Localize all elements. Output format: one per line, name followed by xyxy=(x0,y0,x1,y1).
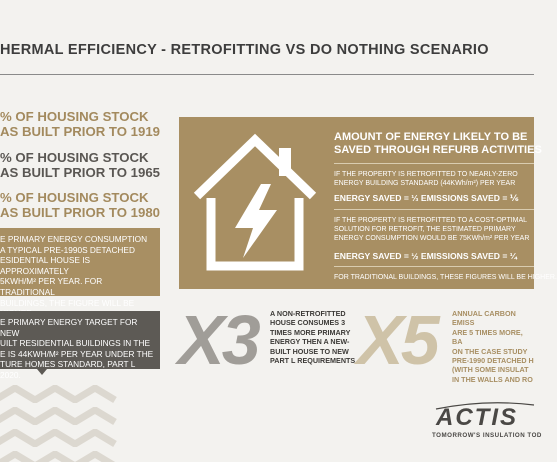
nz-text xyxy=(334,170,518,188)
brand-tagline: TOMORROW'S INSULATION TOD xyxy=(432,432,542,439)
box-line: A TYPICAL PRE-1990S DETACHED xyxy=(0,244,135,255)
box-pointer-icon xyxy=(37,369,47,375)
logo-swoosh-icon xyxy=(436,402,534,410)
x3-description xyxy=(270,309,357,365)
desc-line: HOUSE CONSUMES 3 xyxy=(270,318,346,328)
box-line: E IS 44KWH/M² PER YEAR UNDER THE xyxy=(0,348,154,359)
actis-logo: ACTIS xyxy=(436,404,518,431)
page-title: HERMAL EFFICIENCY - RETROFITTING VS DO NOTHING SCENARIO xyxy=(0,42,489,58)
stat-1980 xyxy=(0,190,160,220)
panel-divider xyxy=(334,209,534,210)
panel-text-line: ENERGY BUILDING STANDARD (44KWh/m²) PER YEAR xyxy=(334,180,516,187)
desc-line: (WITH SOME INSULAT xyxy=(452,365,529,375)
title-divider xyxy=(0,74,534,75)
primary-energy-box xyxy=(0,228,160,308)
desc-line: ON THE CASE STUDY xyxy=(452,346,528,356)
panel-text-line: IF THE PROPERTY IS RETROFITTED TO A COST-OPTIMAL xyxy=(334,217,528,224)
panel-heading-line: AMOUNT OF ENERGY LIKELY TO BE xyxy=(334,131,528,143)
panel-heading xyxy=(334,131,542,157)
box-line: ESIDENTIAL HOUSE IS APPROXIMATELY xyxy=(0,255,91,276)
panel-divider xyxy=(334,163,534,164)
desc-line: ARE 5 TIMES MORE, BA xyxy=(452,327,523,347)
desc-line: ANNUAL CARBON EMISS xyxy=(452,309,516,328)
desc-line: PRE-1990 DETACHED H xyxy=(452,356,534,366)
x5-figure: X5 xyxy=(357,301,437,379)
panel-text-line: IF THE PROPERTY IS RETROFITTED TO NEARLY-ZERO xyxy=(334,171,518,178)
energy-target-box xyxy=(0,311,160,380)
x5-description xyxy=(452,309,534,384)
panel-footer: FOR TRADITIONAL BUILDINGS, THESE FIGURES WILL BE HIGHER. xyxy=(334,274,557,281)
tyre-tread-pattern xyxy=(0,380,130,462)
stat-line: AS BUILT PRIOR TO 1980 xyxy=(0,205,160,220)
desc-line: TIMES MORE PRIMARY xyxy=(270,327,351,337)
co-saved: ENERGY SAVED = ½ EMISSIONS SAVED = ¼ xyxy=(334,251,517,261)
panel-heading-line: SAVED THROUGH REFURB ACTIVITIES xyxy=(334,144,542,156)
stat-line: % OF HOUSING STOCK xyxy=(0,109,149,124)
stat-line: % OF HOUSING STOCK xyxy=(0,190,149,205)
desc-line: IN THE WALLS AND RO xyxy=(452,374,533,384)
box-line: BUILDINGS, THE FIGURE WILL BE xyxy=(0,297,135,308)
box-line: E PRIMARY ENERGY TARGET FOR NEW xyxy=(0,317,138,338)
desc-line: A NON-RETROFITTED xyxy=(270,309,346,318)
desc-line: BUILT HOUSE TO NEW xyxy=(270,346,349,356)
panel-text-line: ENERGY CONSUMPTION WOULD BE 75KWh/m² PER YEAR xyxy=(334,235,530,242)
house-lightning-icon xyxy=(189,126,321,276)
box-line: TURE HOMES STANDARD, PART L 2020. xyxy=(0,359,136,380)
stat-line: AS BUILT PRIOR TO 1919 xyxy=(0,124,160,139)
stat-1919 xyxy=(0,109,160,139)
box-line: 5KWH/M² PER YEAR. FOR TRADITIONAL xyxy=(0,276,103,297)
co-text xyxy=(334,216,529,243)
box-line: UILT RESIDENTIAL BUILDINGS IN THE xyxy=(0,338,150,349)
stat-line: AS BUILT PRIOR TO 1965 xyxy=(0,165,160,180)
x3-figure: X3 xyxy=(178,301,258,379)
stat-line: % OF HOUSING STOCK xyxy=(0,150,149,165)
stat-1965 xyxy=(0,150,160,180)
desc-line: PART L REQUIREMENTS. xyxy=(270,356,358,366)
nz-saved: ENERGY SAVED = ⅓ EMISSIONS SAVED = ⅙ xyxy=(334,193,519,203)
panel-divider xyxy=(334,266,534,267)
box-line: E PRIMARY ENERGY CONSUMPTION xyxy=(0,234,148,244)
panel-text-line: SOLUTION FOR RETROFIT, THE ESTIMATED PRIMARY xyxy=(334,226,516,233)
desc-line: ENERGY THEN A NEW- xyxy=(270,337,350,347)
